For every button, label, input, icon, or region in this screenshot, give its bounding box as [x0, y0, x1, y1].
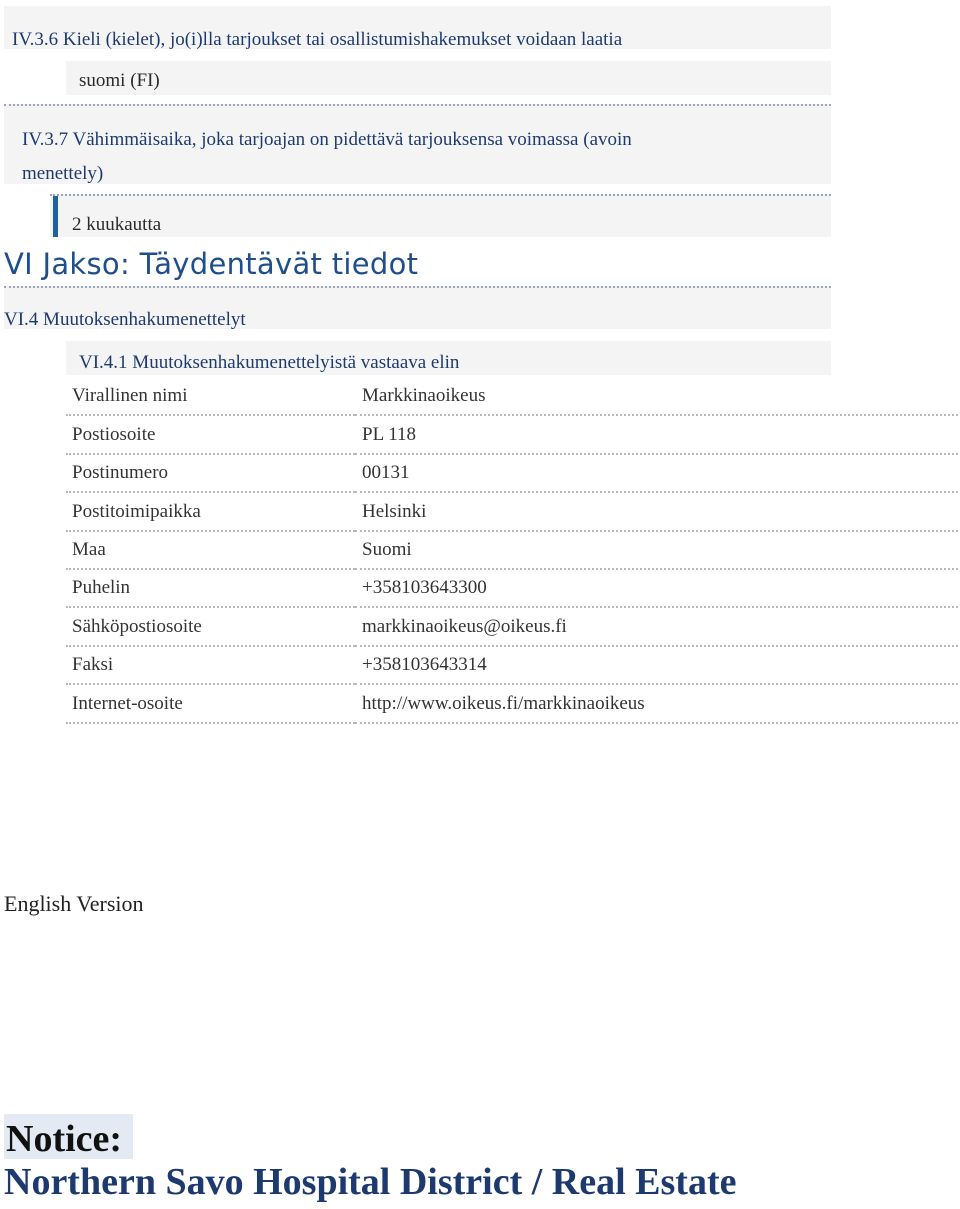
contact-row	[66, 531, 958, 569]
iv36-heading-bar	[4, 6, 831, 49]
contact-label: Postitoimipaikka	[66, 492, 355, 530]
contact-value: PL 118	[355, 415, 958, 453]
iv36-value-bar	[66, 61, 831, 95]
contact-label: Postiosoite	[66, 415, 355, 453]
notice-title: Northern Savo Hospital District / Real Estate	[4, 1161, 737, 1203]
section-vi-title: VI Jakso: Täydentävät tiedot	[4, 247, 419, 281]
iv37-value-bar	[50, 194, 831, 237]
contact-value[interactable]: http://www.oikeus.fi/markkinaoikeus	[355, 684, 958, 722]
contact-label: Sähköpostiosoite	[66, 607, 355, 645]
contact-value: +358103643300	[355, 569, 958, 607]
contact-table	[66, 377, 958, 724]
contact-row	[66, 492, 958, 530]
contact-label: Faksi	[66, 646, 355, 684]
contact-value: Helsinki	[355, 492, 958, 530]
contact-label: Maa	[66, 531, 355, 569]
iv37-value: 2 kuukautta	[72, 214, 162, 235]
contact-row	[66, 454, 958, 492]
notice-label-box	[4, 1114, 133, 1159]
vi4-heading-bar	[4, 286, 831, 329]
iv36-value: suomi (FI)	[79, 70, 160, 91]
contact-label: Internet-osoite	[66, 684, 355, 722]
vi41-heading: VI.4.1 Muutoksenhakumenettelyistä vastaava elin	[79, 352, 460, 373]
contact-value: 00131	[355, 454, 958, 492]
contact-row	[66, 607, 958, 645]
iv37-value-accent	[53, 196, 58, 237]
contact-value: +358103643314	[355, 646, 958, 684]
contact-row	[66, 415, 958, 453]
contact-label: Virallinen nimi	[66, 377, 355, 415]
contact-row	[66, 377, 958, 415]
contact-label: Postinumero	[66, 454, 355, 492]
contact-value: Markkinaoikeus	[355, 377, 958, 415]
notice-label: Notice:	[6, 1118, 123, 1160]
iv37-heading-line1: IV.3.7 Vähimmäisaika, joka tarjoajan on pidettävä tarjouksensa voimassa (avoin	[22, 129, 632, 150]
vi41-heading-bar	[66, 341, 831, 375]
contact-value[interactable]: markkinaoikeus@oikeus.fi	[355, 607, 958, 645]
contact-value: Suomi	[355, 531, 958, 569]
english-version-link[interactable]: English Version	[4, 891, 144, 916]
iv36-heading: IV.3.6 Kieli (kielet), jo(i)lla tarjoukset tai osallistumishakemukset voidaan laatia	[12, 29, 623, 50]
contact-label: Puhelin	[66, 569, 355, 607]
iv37-heading-line2: menettely)	[22, 163, 104, 184]
contact-row	[66, 684, 958, 722]
vi4-heading: VI.4 Muutoksenhakumenettelyt	[4, 309, 246, 330]
contact-row	[66, 569, 958, 607]
contact-row	[66, 646, 958, 684]
iv37-heading-bar	[4, 104, 831, 184]
